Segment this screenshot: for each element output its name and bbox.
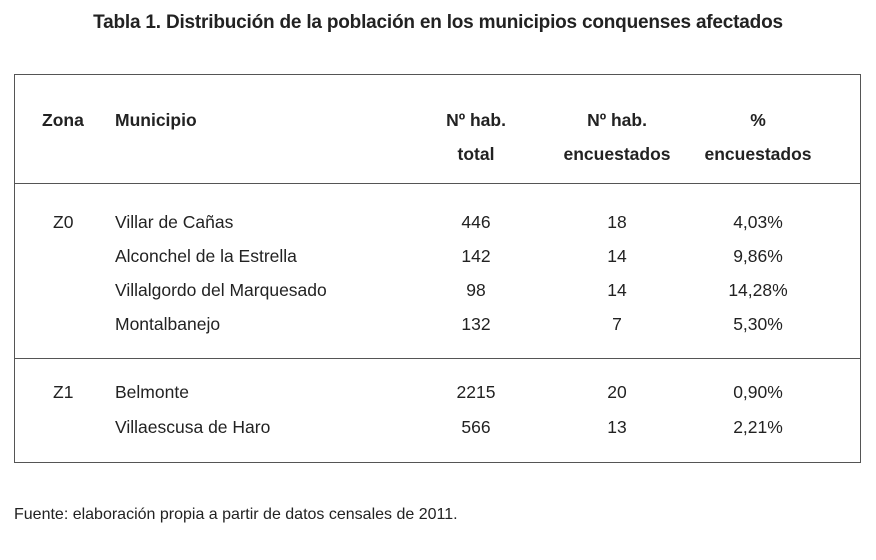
hab-encuestados-cell: 13 (607, 417, 627, 437)
hab-total-cell: 2215 (456, 382, 496, 402)
zona-cell: Z1 (53, 382, 74, 402)
municipio-cell: Villalgordo del Marquesado (115, 280, 327, 300)
pct-encuestados-cell: 4,03% (733, 212, 783, 232)
header-hab-encuestados-line1: Nº hab. (587, 110, 647, 130)
header-zona: Zona (42, 110, 84, 130)
hab-total-cell: 142 (461, 246, 491, 266)
header-municipio: Municipio (115, 110, 197, 130)
header-divider (15, 183, 860, 184)
pct-encuestados-cell: 5,30% (733, 314, 783, 334)
pct-encuestados-cell: 2,21% (733, 417, 783, 437)
municipio-cell: Belmonte (115, 382, 189, 402)
header-hab-total-line2: total (457, 144, 495, 164)
hab-total-cell: 566 (461, 417, 491, 437)
header-hab-total-line1: Nº hab. (446, 110, 506, 130)
hab-total-cell: 446 (461, 212, 491, 232)
hab-total-cell: 132 (461, 314, 491, 334)
header-pct-line2: encuestados (704, 144, 812, 164)
hab-encuestados-cell: 20 (607, 382, 627, 402)
header-hab-encuestados-line2: encuestados (563, 144, 671, 164)
zona-cell: Z0 (53, 212, 74, 232)
table-caption: Tabla 1. Distribución de la población en los municipios conquenses afectados (93, 12, 783, 33)
municipio-cell: Montalbanejo (115, 314, 221, 334)
pct-encuestados-cell: 9,86% (733, 246, 783, 266)
hab-encuestados-cell: 18 (607, 212, 627, 232)
municipio-cell: Alconchel de la Estrella (115, 246, 297, 266)
population-table (14, 74, 861, 463)
hab-encuestados-cell: 14 (607, 246, 627, 266)
pct-encuestados-cell: 0,90% (733, 382, 783, 402)
hab-encuestados-cell: 7 (612, 314, 622, 334)
source-note: Fuente: elaboración propia a partir de datos censales de 2011. (14, 506, 458, 523)
hab-total-cell: 98 (466, 280, 486, 300)
municipio-cell: Villaescusa de Haro (115, 417, 271, 437)
header-pct-line1: % (750, 110, 766, 130)
pct-encuestados-cell: 14,28% (728, 280, 788, 300)
municipio-cell: Villar de Cañas (115, 212, 234, 232)
group-divider (15, 358, 860, 359)
hab-encuestados-cell: 14 (607, 280, 627, 300)
